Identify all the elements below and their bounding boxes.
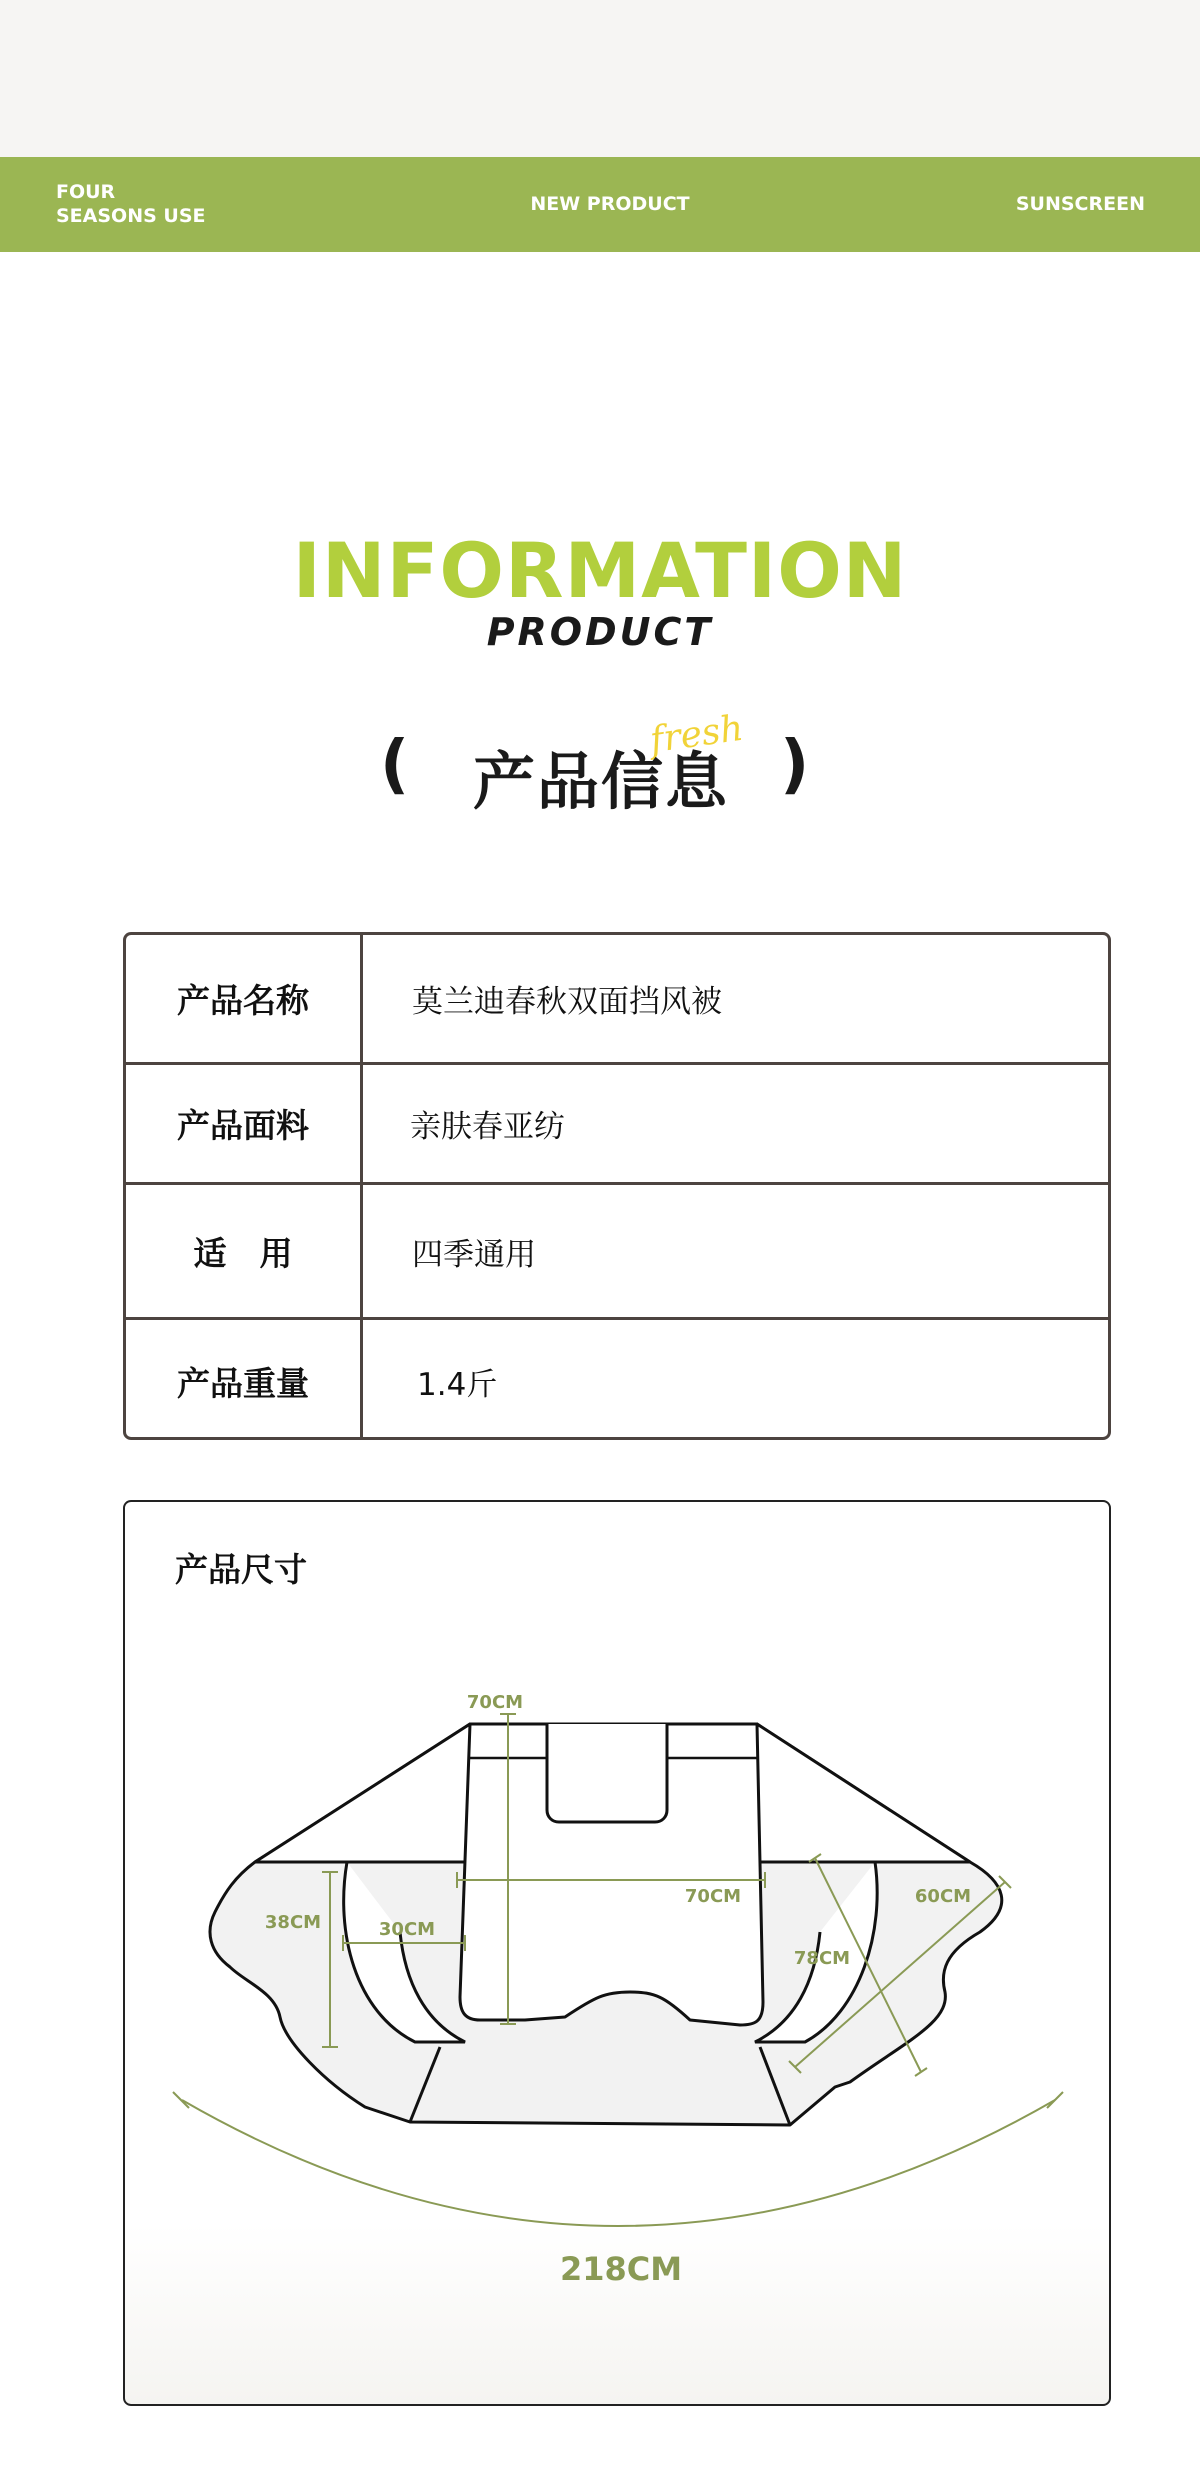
dim-left-height: 38CM: [264, 1912, 322, 1933]
product-info-table: [123, 932, 1111, 1440]
dim-left-width: 30CM: [378, 1919, 436, 1940]
banner-center-text: NEW PRODUCT: [530, 193, 690, 215]
row-label: 产品面料: [126, 1065, 363, 1182]
banner-right-text: SUNSCREEN: [1015, 193, 1145, 215]
quilt-diagram: [125, 1502, 1113, 2408]
information-title: INFORMATION: [292, 526, 908, 615]
top-banner: [0, 157, 1200, 252]
dim-middle-width: 70CM: [684, 1886, 742, 1907]
cn-title: 产品信息: [473, 745, 730, 818]
size-title: 产品尺寸: [175, 1550, 307, 1589]
row-value: 四季通用: [412, 1236, 536, 1273]
row-value: 1.4斤: [417, 1367, 498, 1403]
row-label: 产品重量: [126, 1320, 363, 1440]
row-label: 产品名称: [126, 935, 363, 1062]
size-section: [123, 1500, 1111, 2406]
banner-left-line2: SEASONS USE: [56, 205, 206, 227]
row-label: 适 用: [126, 1185, 363, 1317]
table-row: [126, 1065, 1108, 1185]
table-row: [126, 935, 1108, 1065]
dim-right-diag: 78CM: [793, 1948, 851, 1969]
dim-top-height: 70CM: [466, 1692, 524, 1713]
dim-total-width: 218CM: [559, 2250, 683, 2288]
row-value: 莫兰迪春秋双面挡风被: [412, 984, 722, 1020]
cn-heading: [0, 707, 1200, 818]
table-row: [126, 1320, 1108, 1440]
script-decoration: fresh: [647, 707, 746, 762]
product-subtitle: PRODUCT: [486, 610, 714, 654]
row-value: 亲肤春亚纺: [410, 1109, 565, 1145]
paren-left: (: [380, 728, 410, 802]
table-row: [126, 1185, 1108, 1320]
paren-right: ): [780, 728, 810, 802]
dim-right-edge: 60CM: [914, 1886, 972, 1907]
banner-left-line1: FOUR: [56, 181, 116, 203]
top-spacer: [0, 0, 1200, 157]
